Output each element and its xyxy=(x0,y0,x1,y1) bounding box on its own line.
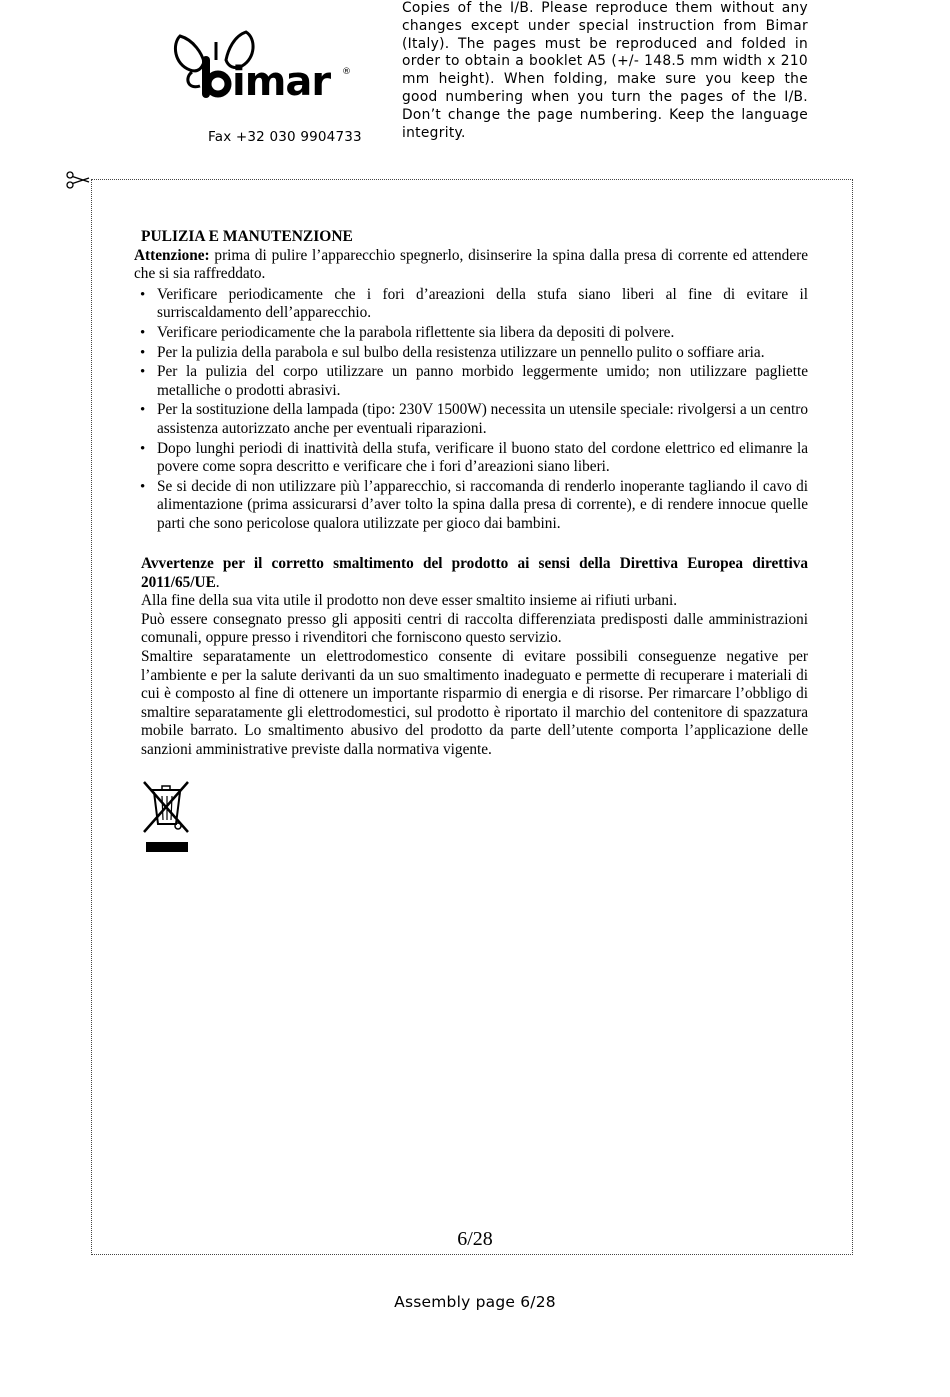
list-item: • Per la pulizia della parabola e sul bulbo della resistenza utilizzare un pennello pulito o soffiare aria. xyxy=(134,344,808,363)
maintenance-section xyxy=(134,228,808,535)
maintenance-list xyxy=(134,286,808,534)
disposal-paragraph: Può essere consegnato presso gli appositi centri di raccolta differenziata predisposti dalle amministrazioni comunali, oppure presso i rivenditori che forniscono questo servizio. xyxy=(141,610,808,647)
list-item: • Se si decide di non utilizzare più l’apparecchio, si raccomanda di renderlo inoperante tagliando il cavo di alimentazione (prima assicurarsi d’aver tolto la spina dalla presa di corrente), e di rendere innocue quelle parti che sono pericolose qualora utilizzate per gioco dai bambini. xyxy=(134,478,808,534)
disposal-title xyxy=(141,555,808,592)
assembly-page-label: Assembly page 6/28 xyxy=(394,1293,556,1311)
section-title: PULIZIA E MANUTENZIONE xyxy=(141,228,353,245)
list-item: • Verificare periodicamente che i fori d’areazioni della stufa siano liberi al fine di evitare il surriscaldamento dell’apparecchio. xyxy=(134,286,808,323)
disposal-paragraph: Alla fine della sua vita utile il prodotto non deve esser smaltito insieme ai rifiuti urbani. xyxy=(141,592,678,610)
svg-text:imar: imar xyxy=(232,59,331,102)
list-item: • Per la pulizia del corpo utilizzare un panno morbido leggermente umido; non utilizzare pagliette metalliche o prodotti abrasivi. xyxy=(134,363,808,400)
warning-text: prima di pulire l’apparecchio spegnerlo, disinserire la spina dalla presa di corrente ed attendere che si sia raffreddato. xyxy=(134,246,808,283)
disposal-paragraph: Smaltire separatamente un elettrodomestico consente di evitare possibili conseguenze negative per l’ambiente e per la salute derivanti da un suo smaltimento inadeguato e permette di recuperare i materiali di cui è composto al fine di ottenere un importante risparmio di energia e di risorse. Per rimarcare l’obbligo di smaltire separatamente gli elettrodomestici, sul prodotto è riportato il marchio del contenitore di spazzatura mobile barrato. Lo smaltimento abusivo del prodotto da parte dell’utente comporta l’applicazione delle sanzioni amministrative previste dalla normativa vigente. xyxy=(141,647,808,758)
disposal-title-end: . xyxy=(215,573,220,591)
svg-text:®: ® xyxy=(342,67,351,77)
warning-label: Attenzione: xyxy=(134,246,210,264)
scissors-icon xyxy=(65,170,91,190)
disposal-section xyxy=(141,555,808,760)
bimar-logo xyxy=(172,30,354,102)
list-item: • Verificare periodicamente che la parabola riflettente sia libera da depositi di polvere. xyxy=(134,324,808,343)
crossed-out-wheelie-bin-icon xyxy=(140,778,192,854)
list-item: • Per la sostituzione della lampada (tipo: 230V 1500W) necessita un utensile speciale: rivolgersi a un centro assistenza autorizzato anche per eventuali riparazioni. xyxy=(134,401,808,438)
warning-paragraph xyxy=(134,247,808,284)
page-number: 6/28 xyxy=(457,1228,493,1250)
reproduction-instructions: Copies of the I/B. Please reproduce them without any changes except under special instruction from Bimar (Italy). The pages must be reproduced and folded in order to obtain a booklet A5 (+/- 148.5 mm width x 210 mm height). When folding, make sure you keep the good numbering when you turn the pages of the I/B. Don’t change the page numbering. Keep the language integrity. xyxy=(402,0,808,141)
fax-number: Fax +32 030 9904733 xyxy=(208,129,362,145)
list-item: • Dopo lunghi periodi di inattività della stufa, verificare il buono stato del cordone elettrico ed elimanre la povere come sopra descritto e verificare che i fori d’areazioni siano liberi. xyxy=(134,440,808,477)
disposal-title-text: Avvertenze per il corretto smaltimento del prodotto ai sensi della Direttiva Europea direttiva 2011/65/UE xyxy=(141,555,808,591)
